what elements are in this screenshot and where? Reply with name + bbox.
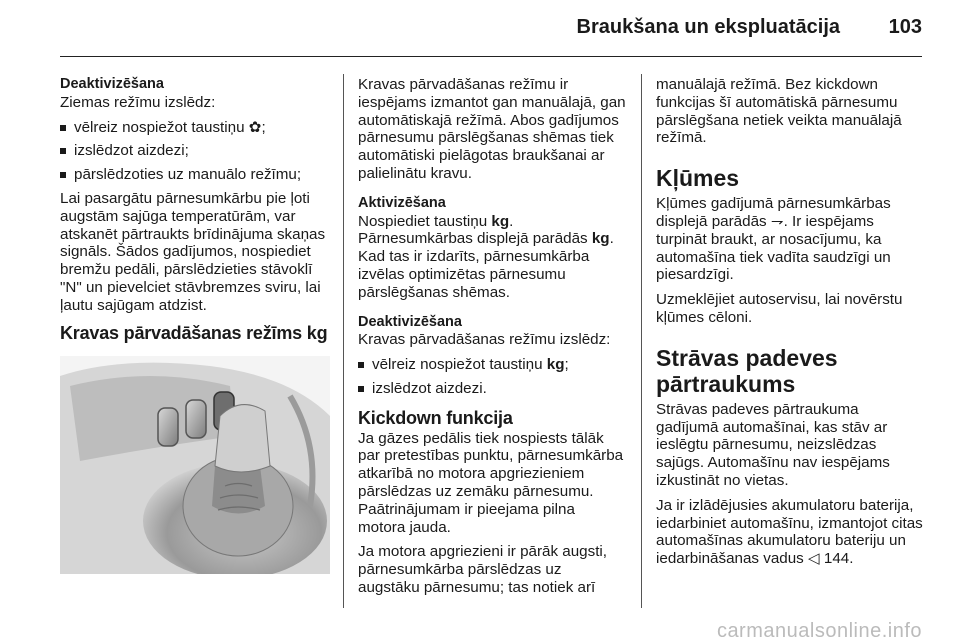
gear-shift-console-illustration bbox=[60, 356, 330, 574]
page-reference: 144. bbox=[819, 550, 854, 568]
bullet-text: ; bbox=[564, 356, 569, 374]
faults-text-b: . Ir iespējams turpināt braukt, ar nosacījumu, ka automašīna tiek vadīta saudzīgi un piesardzīgi. bbox=[656, 212, 891, 284]
heavy-deact-intro: Kravas pārvadāšanas režīmu izslēdz: bbox=[358, 331, 611, 349]
faults-paragraph-2: Uzmeklējiet autoservisu, lai novērstu kļūmes cēloni. bbox=[656, 291, 903, 326]
header-divider bbox=[60, 56, 922, 57]
activation-text-a: Nospiediet taustiņu bbox=[358, 212, 492, 230]
console-drawing bbox=[60, 356, 330, 574]
winter-deact-intro: Ziemas režīmu izslēdz: bbox=[60, 93, 216, 111]
deactivation-heading: Deaktivizēšana bbox=[60, 76, 164, 92]
column-3 bbox=[656, 76, 924, 575]
kg-button-label: kg bbox=[491, 212, 510, 230]
winter-mode-icon: ✿ bbox=[248, 118, 262, 136]
fault-indicator-icon: ⇁ bbox=[770, 212, 784, 230]
bullet-text: vēlreiz nospiežot taustiņu bbox=[74, 118, 249, 136]
faults-paragraph-1 bbox=[656, 195, 924, 284]
power-text: Ja ir izlādējusies akumulatoru baterija, iedarbiniet automašīnu, izmantojot citas automašīnas akumulatoru bateriju un iedarbināšanas vadus bbox=[656, 496, 923, 568]
power-interruption-heading: Strāvas padeves pārtraukums bbox=[656, 344, 838, 397]
kickdown-paragraph-2: Ja motora apgriezieni ir pārāk augsti, pārnesumkārba pārslēdzas uz augstāku pārnesumu; tas notiek arī bbox=[358, 543, 608, 596]
kickdown-paragraph-1: Ja gāzes pedālis tiek nospiests tālāk par pretestības punktu, pārnesumkārba atkarībā no motora apgriezieniem pārslēdzas uz zemāku pārnesumu. Paātrinājumam ir pieejama pilna motora jauda. bbox=[358, 429, 624, 536]
deactivation-heading: Deaktivizēšana bbox=[358, 313, 462, 330]
bullet-text: ; bbox=[261, 118, 266, 136]
watermark: carmanualsonline.info bbox=[716, 620, 922, 642]
activation-text bbox=[358, 213, 626, 231]
faults-heading: Kļūmes bbox=[656, 165, 740, 192]
list-item: pārslēdzoties uz manuālo režīmu; bbox=[60, 166, 330, 184]
column-divider bbox=[343, 74, 344, 608]
column-divider bbox=[641, 74, 642, 608]
list-item bbox=[60, 119, 330, 137]
clutch-paragraph: Lai pasargātu pārnesumkārbu pie ļoti augstām sajūga temperatūrām, var atskanēt pārtraukts brīdinājuma skaņas signāls. Šādos gadījumos, nospiediet bremžu pedāli, pārslēdzieties stāvoklī "N" un pievelciet stāvbremzes sviru, lai ļautu sajūgam atdzist. bbox=[60, 189, 326, 314]
kg-button-label: kg bbox=[546, 356, 565, 374]
kickdown-heading: Kickdown funkcija bbox=[358, 407, 513, 428]
page-number: 103 bbox=[888, 16, 922, 38]
header-title: Braukšana un ekspluatācija bbox=[576, 16, 840, 38]
display-text-a: Pārnesumkārbas displejā parādās bbox=[358, 230, 592, 248]
page-header bbox=[0, 0, 960, 60]
faults-text-a: Kļūmes gadījumā pārnesumkārbas displejā parādās bbox=[656, 195, 891, 230]
list-item: izslēdzot aizdezi. bbox=[358, 380, 626, 398]
activation-heading: Aktivizēšana bbox=[358, 194, 446, 211]
column-2 bbox=[358, 76, 626, 604]
page-reference-icon: ◁ bbox=[808, 550, 820, 568]
heavy-load-intro: Kravas pārvadāšanas režīmu ir iespējams izmantot gan manuālajā, gan automātiskajā režīmā. Abos gadījumos pārnesumu pārslēgšanas shēmas tiek automātiski pielāgotas braukšanai ar palielinātu kravu. bbox=[358, 76, 626, 182]
power-paragraph-1: Strāvas padeves pārtraukuma gadījumā automašīnai, kas stāv ar ieslēgtu pārnesumu, neizslēdzas sajūgs. Automašīnu nav iespējams izkustināt no vietas. bbox=[656, 400, 890, 489]
kickdown-continuation: manuālajā režīmā. Bez kickdown funkcijas šī automātiskā pārnesumu pārslēgšana netiek veikta manuālajā režīmā. bbox=[656, 76, 902, 147]
kg-display-label: kg bbox=[591, 230, 610, 248]
heavy-load-heading: Kravas pārvadāšanas režīms kg bbox=[60, 322, 328, 343]
power-paragraph-2 bbox=[656, 497, 924, 568]
display-text-b: . Kad tas ir izdarīts, pārnesumkārba izvēlas optimizētas pārnesumu pārslēgšanas shēmas. bbox=[358, 230, 614, 301]
activation-text-b: . bbox=[509, 212, 514, 230]
activation-display-text bbox=[358, 230, 626, 301]
list-item: izslēdzot aizdezi; bbox=[60, 142, 330, 160]
list-item bbox=[358, 356, 626, 374]
column-1 bbox=[60, 76, 330, 574]
bullet-text: vēlreiz nospiežot taustiņu bbox=[372, 356, 547, 374]
